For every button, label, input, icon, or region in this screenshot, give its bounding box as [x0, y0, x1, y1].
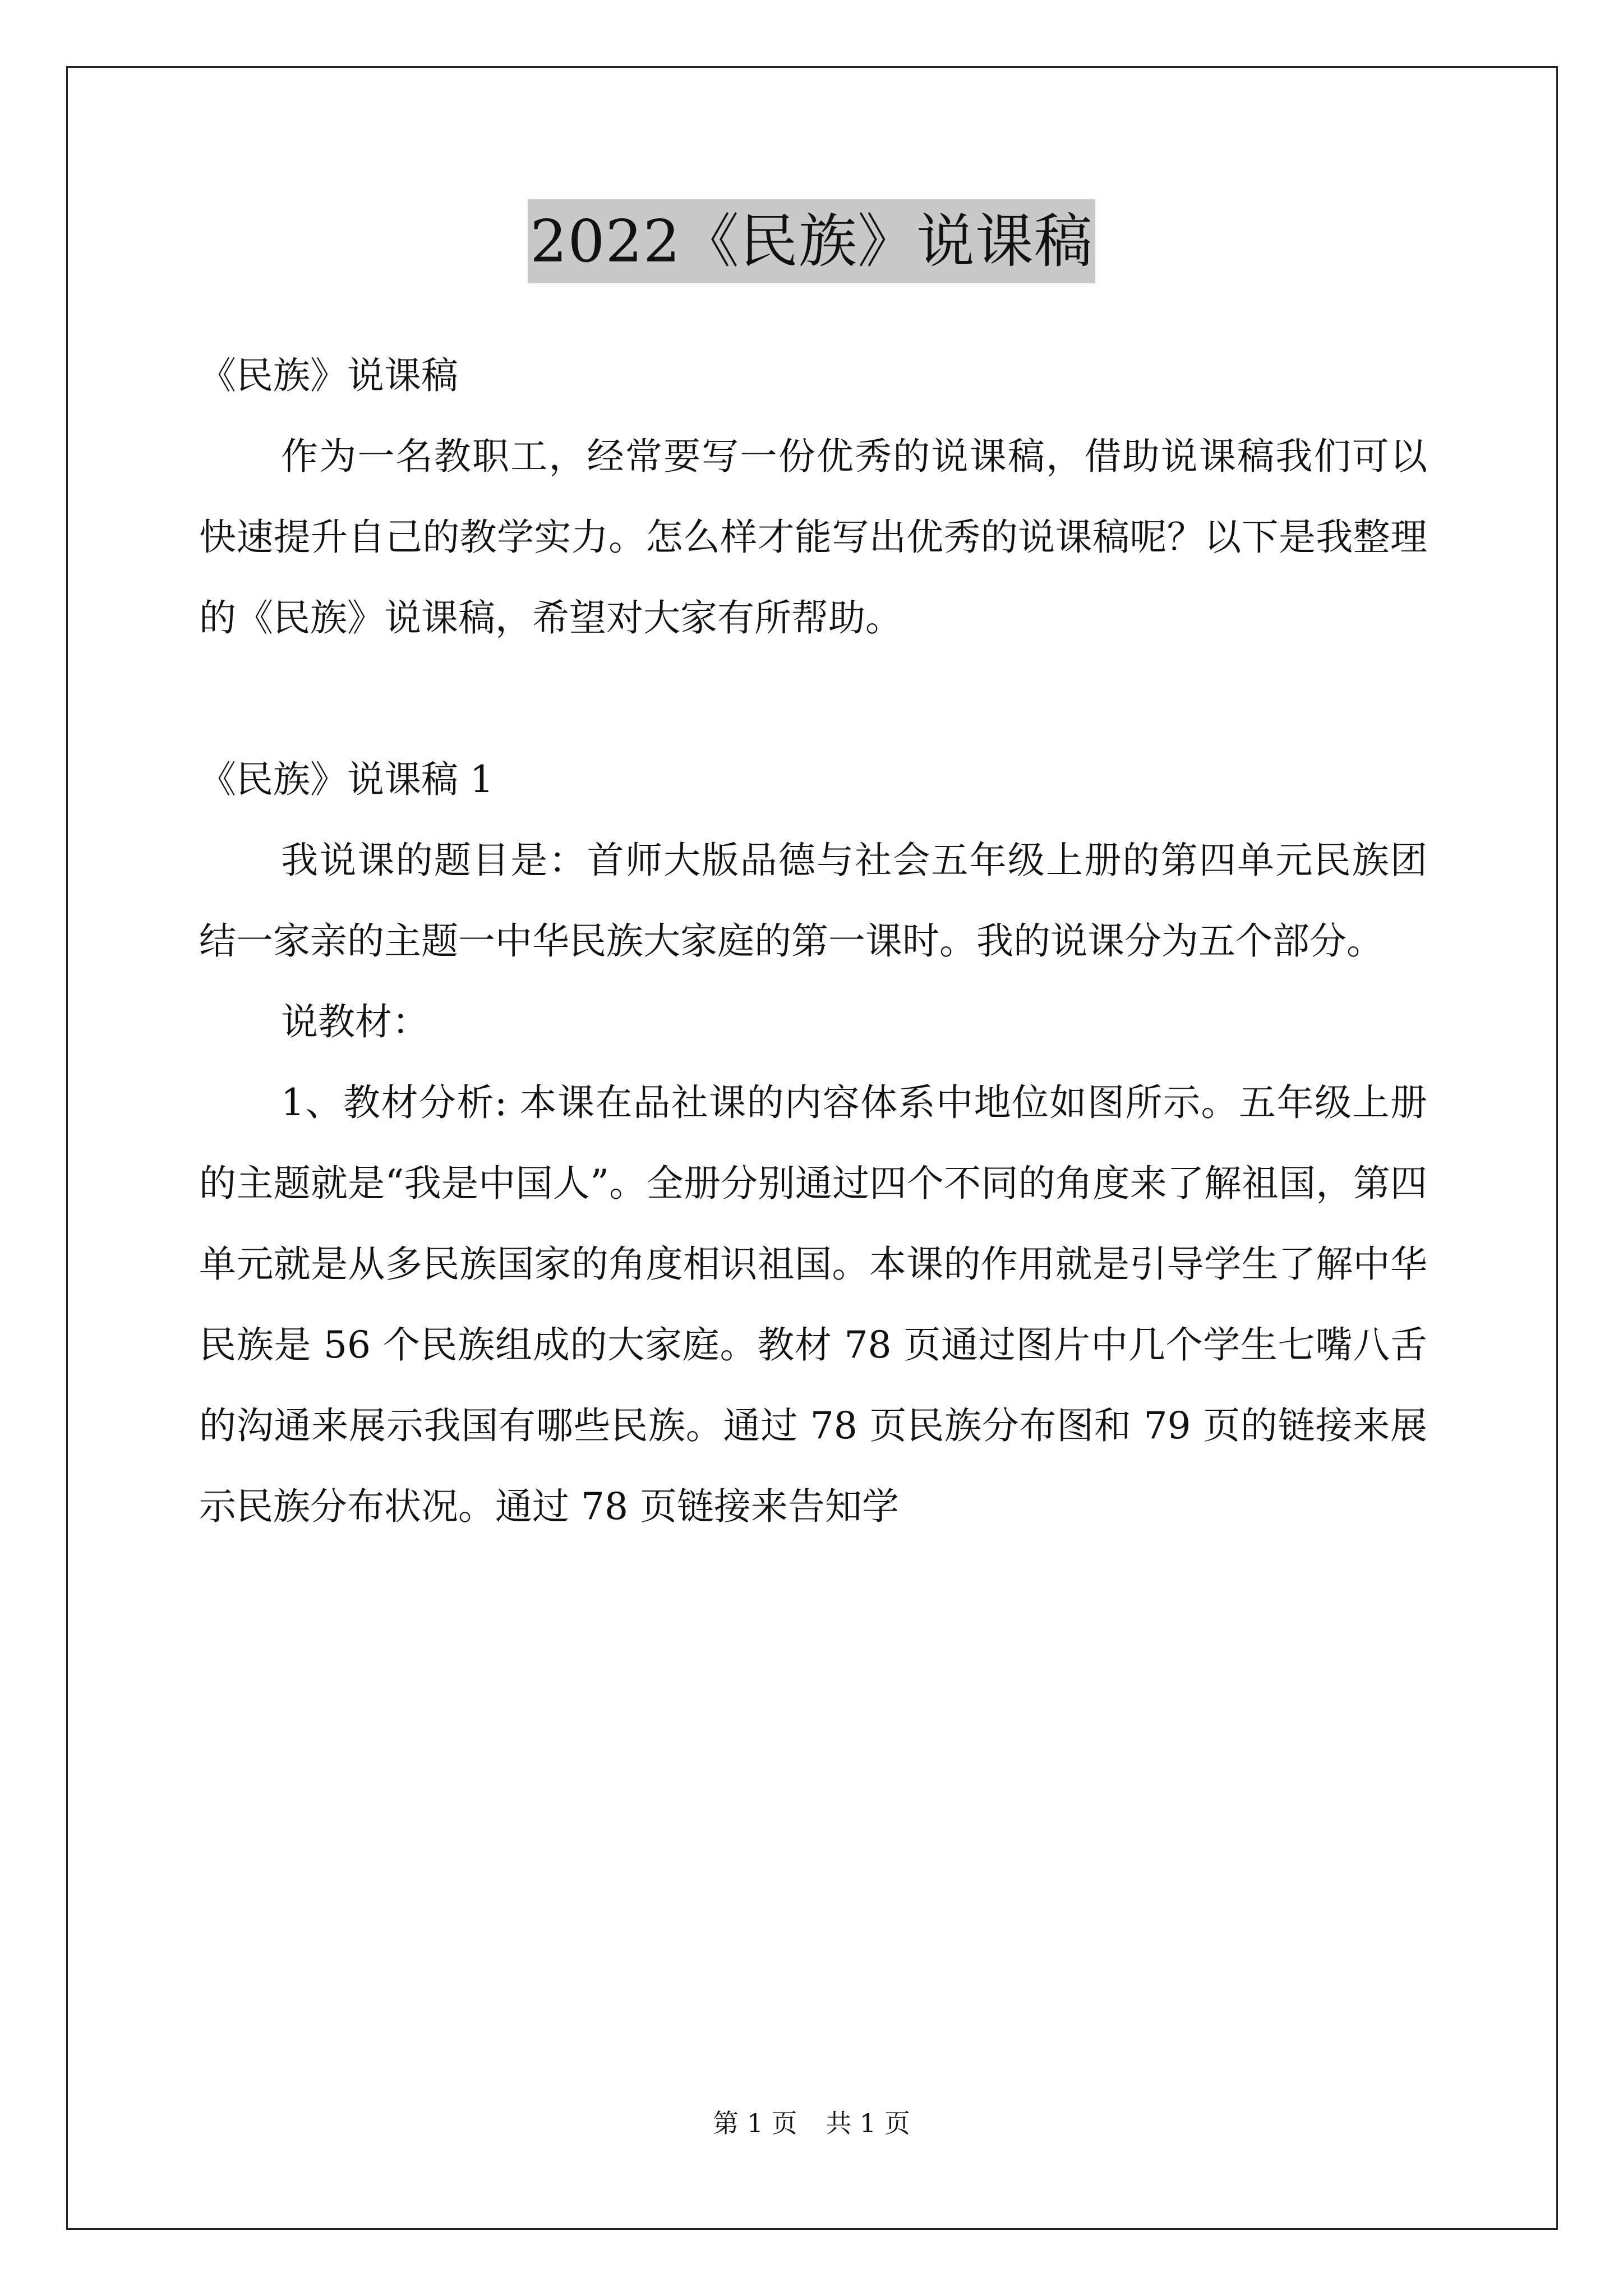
page-total: 共 1 页 [826, 2108, 910, 2138]
body-paragraph: 我说课的题目是：首师大版品德与社会五年级上册的第四单元民族团结一家亲的主题一中华民族大家庭的第一课时。我的说课分为五个部分。 [199, 839, 1427, 963]
page-footer [0, 2106, 1623, 2140]
subtitle: 《民族》说课稿 [199, 354, 458, 397]
subheading-paragraph: 说教材： [281, 1000, 429, 1043]
document-title: 2022《民族》说课稿 [528, 199, 1095, 283]
section-heading: 《民族》说课稿 1 [199, 758, 494, 801]
page-number: 第 1 页 [713, 2108, 797, 2138]
title-container [0, 199, 1623, 283]
body-paragraph: 1、教材分析: 本课在品社课的内容体系中地位如图所示。五年级上册的主题就是“我是中国人”。全册分别通过四个不同的角度来了解祖国，第四单元就是从多民族国家的角度相识祖国。本课的作用就是引导学生了解中华民族是 56 个民族组成的大家庭。教材 78 页通过图片中几个学生七嘴八舌的沟通来展示我国有哪些民族。通过 78 页民族分布图和 79 页的链接来展示民族分布状况。通过 78 页链接来告知学 [199, 1081, 1427, 1528]
paragraph-spacer [199, 659, 1427, 739]
intro-paragraph: 作为一名教职工，经常要写一份优秀的说课稿，借助说课稿我们可以快速提升自己的教学实力。怎么样才能写出优秀的说课稿呢？以下是我整理的《民族》说课稿，希望对大家有所帮助。 [199, 435, 1427, 639]
document-body [199, 335, 1427, 1547]
